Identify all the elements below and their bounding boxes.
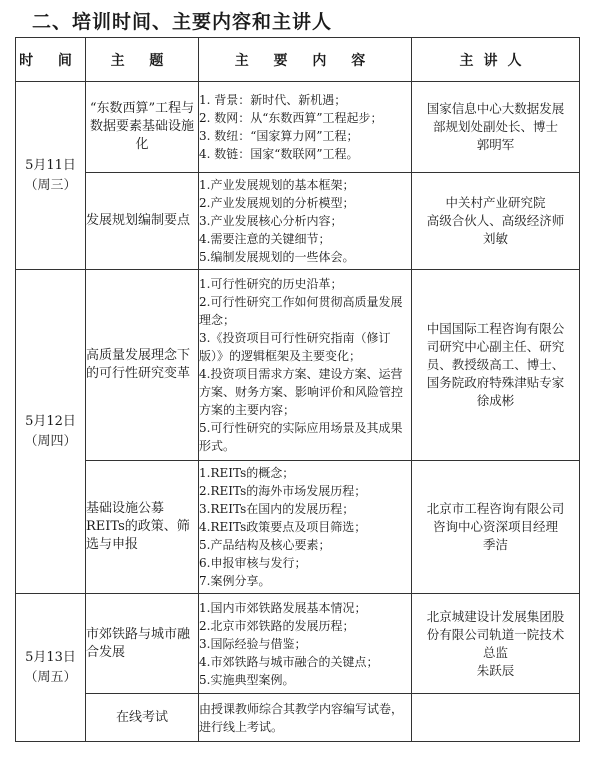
content-line: 5.产品结构及核心要素； (199, 538, 331, 552)
date-cell-day3 (16, 594, 86, 742)
content-cell (199, 594, 412, 694)
header-content: 主 要 内 容 (199, 38, 412, 82)
topic-cell: 在线考试 (86, 694, 199, 742)
table-row (16, 694, 580, 742)
table-row (16, 173, 580, 270)
content-cell (199, 461, 412, 594)
content-line: 1.国内市郊铁路发展基本情况； (199, 600, 367, 615)
content-cell (199, 694, 412, 742)
schedule-table (15, 37, 580, 742)
section-heading: 二、培训时间、主要内容和主讲人 (32, 11, 333, 33)
speaker-line: 北京市工程咨询有限公司 (426, 501, 565, 516)
content-line: 4.投资项目需求方案、建设方案、运营方案、财务方案、影响评价和风险管控方案的主要内容； (199, 367, 404, 417)
date-text: 5月11日 (25, 157, 76, 173)
speaker-name: 徐成彬 (476, 393, 515, 408)
header-topic: 主 题 (86, 38, 199, 82)
date-text: 5月13日 (25, 649, 76, 665)
content-line: 2.北京市郊铁路的发展历程； (199, 618, 355, 633)
date-text: 5月12日 (25, 413, 76, 429)
topic-cell: 基础设施公募REITs的政策、筛选与申报 (86, 461, 199, 594)
weekday-text: （周三） (24, 177, 77, 193)
speaker-cell-empty (412, 694, 580, 742)
content-line: 1. 背景：新时代、新机遇； (199, 93, 347, 107)
topic-cell: “东数西算”工程与数据要素基础设施化 (86, 82, 199, 173)
topic-cell: 市郊铁路与城市融合发展 (86, 594, 199, 694)
table-row (16, 594, 580, 694)
content-line: 5.可行性研究的实际应用场景及其成果形式。 (199, 421, 403, 453)
content-line: 4.需要注意的关键细节； (199, 232, 331, 246)
speaker-line: 国务院政府特殊津贴专家 (426, 375, 565, 390)
content-line: 3.国际经验与借鉴； (199, 636, 307, 651)
speaker-name: 刘敏 (482, 231, 508, 246)
speaker-line: 中关村产业研究院 (445, 195, 546, 210)
speaker-line: 部规划处副处长、博士 (432, 119, 558, 134)
speaker-line: 份有限公司轨道一院技术 (426, 626, 565, 642)
content-line: 7.案例分享。 (199, 574, 271, 588)
content-line: 2.REITs的海外市场发展历程； (199, 484, 367, 498)
content-line: 由授课教师综合其教学内容编写试卷，进行线上考试。 (199, 701, 404, 734)
content-cell (199, 82, 412, 173)
date-cell-day2 (16, 270, 86, 594)
content-cell (199, 270, 412, 461)
header-row (16, 38, 580, 82)
content-line: 5.编制发展规划的一些体会。 (199, 250, 355, 264)
speaker-line: 国家信息中心大数据发展 (426, 101, 565, 116)
content-line: 4.REITs政策要点及项目筛选； (199, 520, 367, 534)
speaker-cell (412, 461, 580, 594)
speaker-line: 中国国际工程咨询有限公 (426, 321, 565, 336)
topic-cell: 发展规划编制要点 (86, 173, 199, 270)
content-line: 2.产业发展规划的分析模型； (199, 196, 355, 210)
speaker-name: 郭明军 (476, 137, 515, 152)
table-row (16, 82, 580, 173)
content-line: 2. 数网：从“东数西算”工程起步； (199, 111, 383, 125)
speaker-name: 季洁 (482, 537, 508, 552)
content-line: 3.《投资项目可行性研究指南（修订版）》的逻辑框架及主要变化； (199, 331, 391, 363)
speaker-name: 朱跃辰 (476, 662, 515, 678)
table-row (16, 270, 580, 461)
content-line: 4.市郊铁路与城市融合的关键点； (199, 654, 379, 669)
weekday-text: （周四） (24, 433, 77, 449)
speaker-line: 司研究中心副主任、研究 (426, 339, 565, 354)
topic-cell: 高质量发展理念下的可行性研究变革 (86, 270, 199, 461)
date-cell-day1 (16, 82, 86, 270)
content-cell (199, 173, 412, 270)
table-row (16, 461, 580, 594)
speaker-cell (412, 173, 580, 270)
content-line: 2.可行性研究工作如何贯彻高质量发展理念； (199, 295, 403, 327)
content-line: 3. 数纽：“国家算力网”工程； (199, 129, 359, 143)
content-line: 3.产业发展核心分析内容； (199, 214, 343, 228)
speaker-line: 北京城建设计发展集团股 (426, 608, 565, 624)
content-line: 1.可行性研究的历史沿革； (199, 277, 343, 291)
header-time: 时 间 (16, 38, 86, 82)
speaker-line: 高级合伙人、高级经济师 (426, 213, 565, 228)
content-line: 5.实施典型案例。 (199, 672, 295, 687)
speaker-cell (412, 594, 580, 694)
speaker-line: 咨询中心资深项目经理 (432, 519, 558, 534)
speaker-line: 员、教授级高工、博士、 (426, 357, 565, 372)
content-line: 4. 数链：国家“数联网”工程。 (199, 147, 359, 161)
header-speaker: 主讲人 (412, 38, 580, 82)
content-line: 1.REITs的概念； (199, 466, 295, 480)
content-line: 3.REITs在国内的发展历程； (199, 502, 355, 516)
content-line: 6.申报审核与发行； (199, 556, 307, 570)
weekday-text: （周五） (24, 669, 77, 685)
speaker-line: 总监 (482, 644, 508, 660)
speaker-cell (412, 82, 580, 173)
content-line: 1.产业发展规划的基本框架； (199, 178, 355, 192)
speaker-cell (412, 270, 580, 461)
